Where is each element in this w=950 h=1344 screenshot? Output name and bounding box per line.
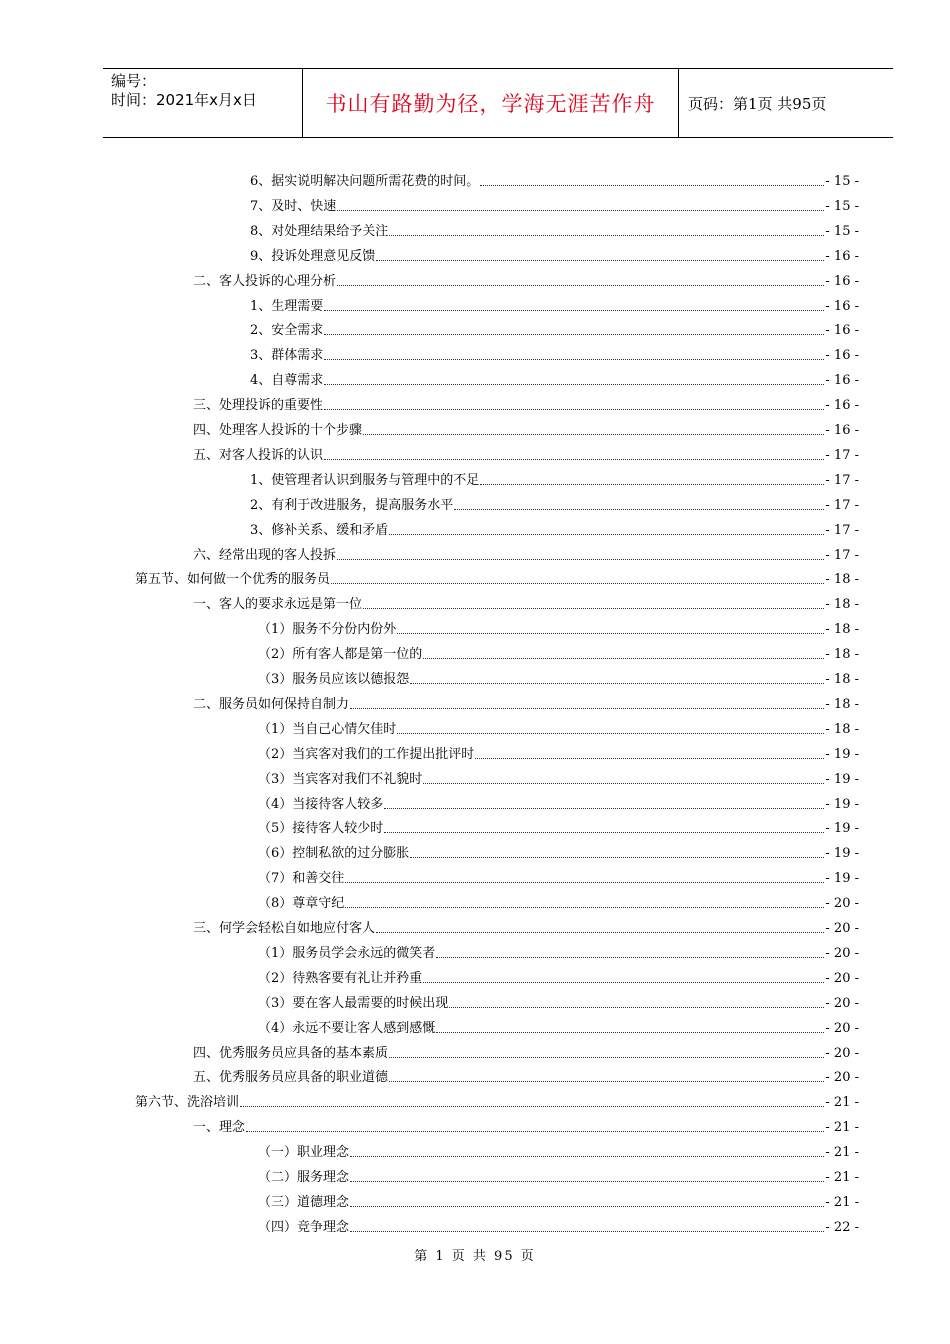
toc-entry-title: （3）当宾客对我们不礼貌时	[258, 771, 423, 787]
toc-dot-leader	[350, 1156, 824, 1157]
toc-entry-page: - 17 -	[825, 522, 859, 538]
header-meta	[103, 69, 303, 137]
toc-entry-title: （4）当接待客人较多	[258, 796, 384, 812]
toc-dot-leader	[423, 982, 824, 983]
toc-entry-title: （5）接待客人较少时	[258, 821, 384, 837]
toc-entry-title: （6）控制私欲的过分膨胀	[258, 846, 410, 862]
toc-entry-title: 4、自尊需求	[250, 373, 324, 389]
toc-entry-page: - 16 -	[825, 398, 859, 414]
toc-dot-leader	[324, 459, 824, 460]
toc-entry-page: - 16 -	[825, 273, 859, 289]
toc-dot-leader	[397, 733, 824, 734]
toc-dot-leader	[363, 608, 824, 609]
toc-entry-title: （3）服务员应该以德报怨	[258, 672, 410, 687]
toc-entry-page: - 20 -	[825, 1070, 859, 1086]
toc-entry-page: - 16 -	[825, 323, 859, 339]
toc-dot-leader	[331, 583, 824, 584]
toc-entry-page: - 19 -	[825, 771, 859, 787]
toc-entry-title: （二）服务理念	[258, 1170, 350, 1185]
toc-entry-title: 二、服务员如何保持自制力	[193, 696, 350, 712]
toc-entry-title: （2）所有客人都是第一位的	[258, 647, 423, 663]
toc-entry-title: 二、客人投诉的心理分析	[193, 273, 337, 289]
toc-entry[interactable]	[193, 1064, 859, 1086]
toc-dot-leader	[389, 534, 824, 535]
toc-entry-title: 一、客人的要求永远是第一位	[193, 597, 363, 613]
toc-entry-page: - 19 -	[825, 846, 859, 862]
toc-entry-page: - 15 -	[825, 174, 859, 189]
toc-entry[interactable]	[250, 467, 859, 489]
toc-entry[interactable]	[250, 218, 859, 240]
toc-entry-title: 6、据实说明解决问题所需花费的时间。	[250, 174, 480, 189]
toc-entry-title: 3、修补关系、缓和矛盾	[250, 522, 389, 538]
toc-entry[interactable]	[250, 168, 859, 190]
toc-entry-title: （8）尊章守纪	[258, 896, 345, 912]
toc-entry-page: - 16 -	[825, 423, 859, 438]
toc-entry[interactable]	[250, 243, 859, 265]
toc-entry[interactable]	[193, 268, 859, 290]
toc-entry-page: - 20 -	[825, 995, 859, 1011]
toc-entry-title: 2、安全需求	[250, 323, 324, 339]
document-number-label: 编号：	[111, 72, 157, 90]
toc-entry[interactable]	[193, 392, 859, 414]
toc-dot-leader	[436, 957, 824, 958]
toc-dot-leader	[384, 808, 824, 809]
toc-entry-page: - 21 -	[825, 1095, 859, 1111]
toc-entry[interactable]	[258, 1164, 859, 1186]
toc-dot-leader	[350, 1181, 824, 1182]
toc-entry-page: - 15 -	[825, 198, 859, 214]
toc-entry-title: 1、生理需要	[250, 298, 324, 314]
toc-dot-leader	[423, 783, 824, 784]
toc-entry[interactable]	[250, 367, 859, 389]
toc-entry-title: 四、处理客人投诉的十个步骤	[193, 423, 363, 438]
toc-entry[interactable]	[258, 716, 859, 738]
toc-entry-title: 8、对处理结果给予关注	[250, 223, 389, 239]
toc-dot-leader	[397, 633, 824, 634]
toc-entry[interactable]	[193, 691, 859, 713]
toc-dot-leader	[384, 832, 824, 833]
toc-entry-title: 一、理念	[193, 1120, 246, 1136]
toc-dot-leader	[324, 409, 824, 410]
toc-entry-page: - 21 -	[825, 1170, 859, 1185]
toc-entry-page: - 18 -	[825, 696, 859, 712]
toc-dot-leader	[480, 484, 824, 485]
toc-dot-leader	[240, 1106, 824, 1107]
toc-entry-title: （2）待熟客要有礼让并矜重	[258, 970, 423, 986]
toc-dot-leader	[389, 235, 824, 236]
toc-dot-leader	[389, 1057, 824, 1058]
toc-entry[interactable]	[258, 766, 859, 788]
toc-entry-page: - 20 -	[825, 1045, 859, 1061]
toc-entry-page: - 17 -	[825, 547, 859, 563]
toc-entry[interactable]	[258, 791, 859, 813]
toc-dot-leader	[350, 1231, 824, 1232]
toc-entry[interactable]	[135, 566, 859, 588]
toc-entry-page: - 18 -	[825, 647, 859, 663]
toc-entry[interactable]	[258, 865, 859, 887]
toc-entry-title: 3、群体需求	[250, 348, 324, 364]
toc-dot-leader	[363, 434, 824, 435]
toc-dot-leader	[423, 658, 824, 659]
page-footer: 第 1 页 共 95 页	[414, 1249, 536, 1264]
toc-entry-title: （7）和善交往	[258, 871, 345, 887]
toc-dot-leader	[475, 758, 824, 759]
toc-entry-title: 三、处理投诉的重要性	[193, 398, 324, 414]
toc-dot-leader	[324, 384, 824, 385]
toc-entry[interactable]	[193, 442, 859, 464]
toc-entry-page: - 16 -	[825, 348, 859, 364]
toc-dot-leader	[454, 509, 824, 510]
toc-entry[interactable]	[193, 542, 859, 564]
toc-entry[interactable]	[193, 1114, 859, 1136]
toc-entry[interactable]	[250, 517, 859, 539]
toc-entry-title: （1）服务不分份内份外	[258, 622, 397, 638]
toc-entry[interactable]	[258, 965, 859, 987]
toc-entry-page: - 19 -	[825, 746, 859, 762]
toc-entry-title: 2、有利于改进服务，提高服务水平	[250, 497, 454, 513]
toc-entry-title: 五、优秀服务员应具备的职业道德	[193, 1070, 389, 1086]
toc-dot-leader	[337, 210, 824, 211]
toc-dot-leader	[410, 683, 824, 684]
toc-entry[interactable]	[258, 1214, 859, 1236]
toc-dot-leader	[345, 882, 824, 883]
toc-entry-page: - 18 -	[825, 672, 859, 687]
toc-entry-page: - 20 -	[825, 896, 859, 912]
toc-entry-page: - 21 -	[825, 1120, 859, 1136]
toc-dot-leader	[324, 359, 824, 360]
toc-dot-leader	[436, 1032, 824, 1033]
toc-entry-title: 7、及时、快速	[250, 198, 337, 214]
toc-entry-title: （1）服务员学会永远的微笑者	[258, 945, 436, 961]
toc-entry-title: 三、何学会轻松自如地应付客人	[193, 921, 376, 936]
toc-entry[interactable]	[258, 741, 859, 763]
toc-entry[interactable]	[258, 815, 859, 837]
toc-entry[interactable]	[258, 940, 859, 962]
toc-entry-title: （三）道德理念	[258, 1194, 350, 1210]
toc-entry-page: - 17 -	[825, 497, 859, 513]
toc-entry-page: - 15 -	[825, 223, 859, 239]
toc-dot-leader	[246, 1131, 824, 1132]
toc-entry-page: - 21 -	[825, 1194, 859, 1210]
toc-entry-page: - 20 -	[825, 970, 859, 986]
toc-entry[interactable]	[258, 890, 859, 912]
toc-entry[interactable]	[258, 616, 859, 638]
toc-entry-page: - 17 -	[825, 472, 859, 488]
toc-dot-leader	[449, 1007, 824, 1008]
toc-entry-title: （4）永远不要让客人感到感慨	[258, 1020, 436, 1036]
toc-dot-leader	[350, 1206, 824, 1207]
toc-entry-title: （2）当宾客对我们的工作提出批评时	[258, 746, 475, 762]
toc-entry-page: - 20 -	[825, 945, 859, 961]
toc-entry-page: - 16 -	[825, 373, 859, 389]
toc-entry-title: 1、使管理者认识到服务与管理中的不足	[250, 472, 480, 488]
document-time-label: 时间：2021年x月x日	[111, 91, 257, 109]
header-page-info: 页码：第1页 共95页	[688, 94, 827, 113]
toc-entry-page: - 19 -	[825, 871, 859, 887]
toc-entry-page: - 20 -	[825, 1020, 859, 1036]
toc-dot-leader	[376, 932, 824, 933]
toc-entry-title: （3）要在客人最需要的时候出现	[258, 995, 449, 1011]
toc-entry[interactable]	[258, 840, 859, 862]
toc-entry-page: - 16 -	[825, 298, 859, 314]
toc-dot-leader	[389, 1081, 824, 1082]
toc-dot-leader	[337, 559, 824, 560]
toc-entry[interactable]	[193, 1040, 859, 1062]
toc-entry-title: 四、优秀服务员应具备的基本素质	[193, 1045, 389, 1061]
toc-dot-leader	[410, 857, 824, 858]
toc-entry-title: 五、对客人投诉的认识	[193, 447, 324, 463]
header-motto: 书山有路勤为径，学海无涯苦作舟	[303, 69, 679, 137]
toc-entry[interactable]	[135, 1089, 859, 1111]
toc-entry-title: 第六节、洗浴培训	[135, 1095, 240, 1111]
toc-entry[interactable]	[193, 591, 859, 613]
toc-entry-title: （1）当自己心情欠佳时	[258, 721, 397, 737]
toc-entry-page: - 16 -	[825, 248, 859, 264]
toc-dot-leader	[324, 334, 824, 335]
toc-entry-title: 第五节、如何做一个优秀的服务员	[135, 572, 331, 588]
toc-entry-page: - 18 -	[825, 572, 859, 588]
toc-entry[interactable]	[258, 1139, 859, 1161]
toc-entry-page: - 17 -	[825, 447, 859, 463]
toc-entry[interactable]	[193, 915, 859, 937]
toc-dot-leader	[350, 708, 824, 709]
toc-entry-page: - 19 -	[825, 821, 859, 837]
toc-entry[interactable]	[258, 990, 859, 1012]
toc-dot-leader	[324, 310, 824, 311]
toc-entry[interactable]	[250, 193, 859, 215]
toc-entry[interactable]	[193, 417, 859, 439]
toc-entry-page: - 18 -	[825, 622, 859, 638]
page-header	[103, 68, 893, 138]
toc-entry-page: - 18 -	[825, 597, 859, 613]
toc-entry-title: 9、投诉处理意见反馈	[250, 248, 376, 264]
toc-entry[interactable]	[250, 492, 859, 514]
toc-entry[interactable]	[250, 342, 859, 364]
toc-entry[interactable]	[258, 1015, 859, 1037]
toc-entry[interactable]	[258, 666, 859, 688]
toc-entry-page: - 18 -	[825, 721, 859, 737]
toc-entry-title: （四）竞争理念	[258, 1219, 350, 1235]
toc-entry-page: - 19 -	[825, 796, 859, 812]
toc-entry-title: 六、经常出现的客人投拆	[193, 547, 337, 563]
toc-dot-leader	[376, 260, 824, 261]
toc-entry-page: - 22 -	[825, 1219, 859, 1235]
toc-entry[interactable]	[258, 1189, 859, 1211]
toc-entry-page: - 21 -	[825, 1145, 859, 1161]
toc-entry[interactable]	[258, 641, 859, 663]
toc-entry[interactable]	[250, 317, 859, 339]
toc-dot-leader	[337, 285, 824, 286]
toc-entry-page: - 20 -	[825, 921, 859, 936]
toc-entry[interactable]	[250, 293, 859, 315]
toc-dot-leader	[345, 907, 824, 908]
toc-dot-leader	[480, 185, 824, 186]
toc-entry-title: （一）职业理念	[258, 1145, 350, 1161]
